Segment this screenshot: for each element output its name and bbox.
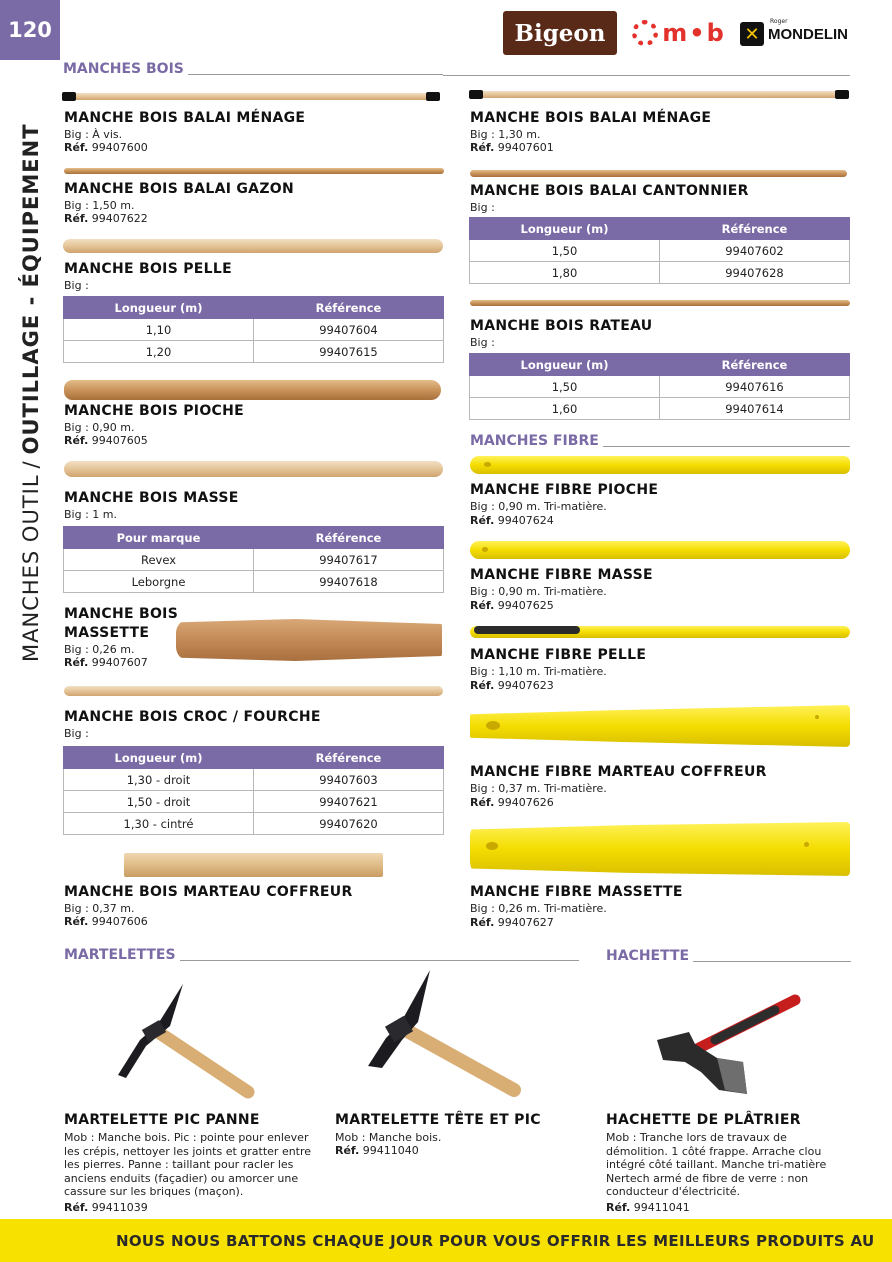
section-rule (180, 960, 579, 961)
ref-value: 99407626 (497, 796, 554, 809)
wood-handle-image (470, 300, 850, 306)
ref-value: 99407627 (497, 916, 554, 929)
wood-handle-image (64, 168, 444, 174)
ref-label: Réf. (64, 1201, 89, 1214)
ref-value: 99407605 (91, 434, 148, 447)
table-row (64, 319, 444, 341)
table-cell: Leborgne (64, 571, 254, 593)
product-ref (470, 514, 554, 527)
table-cell: 99407621 (254, 791, 444, 813)
product-title: MANCHE BOIS PIOCHE (64, 403, 244, 419)
table-row (470, 398, 850, 420)
section-hachette (606, 948, 851, 964)
table-row (64, 791, 444, 813)
mondelin-logo-small: Roger (770, 18, 788, 25)
hole-icon (484, 462, 491, 467)
table-cell: 99407615 (254, 341, 444, 363)
section-martelettes (64, 947, 579, 963)
section-title: MANCHES BOIS (63, 61, 184, 77)
product-spec: Big : (64, 279, 89, 292)
martelette-pic-panne-image (110, 980, 260, 1100)
product-title: MANCHE BOIS CROC / FOURCHE (64, 709, 321, 725)
table-cell: 99407617 (254, 549, 444, 571)
section-title: MARTELETTES (64, 947, 176, 963)
hachette-image (655, 992, 805, 1102)
ref-label: Réf. (606, 1201, 631, 1214)
spec-table (63, 296, 444, 363)
product-spec: Big : 0,90 m. Tri-matière. (470, 585, 607, 598)
table-header: Référence (254, 297, 444, 319)
product-ref (64, 212, 148, 225)
product-ref (64, 1201, 148, 1214)
table-cell: 1,30 - droit (64, 769, 254, 791)
table-header: Longueur (m) (64, 747, 254, 769)
product-title: MANCHE BOIS PELLE (64, 261, 232, 277)
product-title: MANCHE BOIS BALAI CANTONNIER (470, 183, 749, 199)
ref-value: 99411040 (362, 1144, 419, 1157)
fibre-handle-image (470, 456, 850, 474)
product-title: MANCHE FIBRE PELLE (470, 647, 647, 663)
ref-value: 99407600 (91, 141, 148, 154)
product-spec: Big : À vis. (64, 128, 123, 141)
product-title-line-2: MASSETTE (64, 625, 150, 641)
ref-value: 99407601 (497, 141, 554, 154)
ref-label: Réf. (335, 1144, 360, 1157)
product-description: Mob : Manche bois. Pic : pointe pour enlever les crépis, nettoyer les joints et gratter entre les pierres. Panne : taillant pour racler les anciens enduits (façadier) ou amorcer une cassure sur les briques (maçon). (64, 1131, 312, 1198)
table-cell: 1,50 (470, 240, 660, 262)
bigeon-logo (503, 11, 617, 55)
section-rule (603, 446, 850, 447)
table-cell: 99407603 (254, 769, 444, 791)
product-spec: Big : 1 m. (64, 508, 117, 521)
ref-value: 99411041 (633, 1201, 690, 1214)
table-header: Longueur (m) (64, 297, 254, 319)
ref-label: Réf. (64, 915, 89, 928)
section-manches-fibre (470, 433, 850, 449)
ref-label: Réf. (470, 599, 495, 612)
crossed-tools-icon: ✕ (740, 22, 764, 46)
mob-logo-text: m•b (662, 19, 726, 47)
hole-icon (815, 715, 819, 719)
hole-icon (804, 842, 809, 847)
spec-table (469, 353, 850, 420)
table-row (64, 769, 444, 791)
table-cell: 1,50 - droit (64, 791, 254, 813)
ref-label: Réf. (470, 916, 495, 929)
section-title: HACHETTE (606, 948, 690, 964)
product-spec: Big : (470, 336, 495, 349)
table-header: Référence (254, 527, 444, 549)
wood-handle-image (64, 461, 443, 477)
hole-icon (486, 842, 498, 850)
screw-tip-icon (62, 92, 76, 101)
table-cell: Revex (64, 549, 254, 571)
ref-value: 99407625 (497, 599, 554, 612)
page-number: 120 (0, 0, 60, 60)
product-description: Mob : Manche bois. (335, 1131, 442, 1144)
table-row (470, 262, 850, 284)
ref-label: Réf. (64, 212, 89, 225)
ref-label: Réf. (470, 679, 495, 692)
ref-label: Réf. (64, 656, 89, 669)
grip-icon (474, 626, 580, 634)
table-header: Référence (254, 747, 444, 769)
ref-value: 99407623 (497, 679, 554, 692)
mondelin-logo-text: MONDELIN (768, 25, 848, 43)
product-title: MARTELETTE TÊTE ET PIC (335, 1112, 541, 1128)
table-cell: 1,80 (470, 262, 660, 284)
table-header: Référence (660, 218, 850, 240)
mondelin-logo (740, 16, 850, 52)
product-spec: Big : 1,30 m. (470, 128, 541, 141)
product-ref (470, 599, 554, 612)
spec-table (63, 526, 444, 593)
table-row (64, 549, 444, 571)
product-ref (470, 141, 554, 154)
side-title-separator: / (19, 460, 43, 469)
wood-handle-image (64, 380, 441, 400)
section-manches-bois (63, 61, 443, 77)
wood-handle-image (176, 619, 442, 661)
product-ref (64, 915, 148, 928)
screw-tip-icon (469, 90, 483, 99)
product-spec: Big : 0,90 m. (64, 421, 135, 434)
product-title: MANCHE BOIS MARTEAU COFFREUR (64, 884, 353, 900)
product-spec: Big : 0,37 m. Tri-matière. (470, 782, 607, 795)
ref-label: Réf. (470, 141, 495, 154)
mob-logo (624, 15, 734, 51)
ref-value: 99411039 (91, 1201, 148, 1214)
product-title: MANCHE BOIS BALAI MÉNAGE (64, 110, 306, 126)
product-spec: Big : (470, 201, 495, 214)
product-title: MANCHE FIBRE MASSE (470, 567, 653, 583)
section-rule (693, 961, 851, 962)
fibre-handle-image (470, 822, 850, 876)
table-header: Référence (660, 354, 850, 376)
product-title: MANCHE FIBRE MARTEAU COFFREUR (470, 764, 767, 780)
table-cell: 1,50 (470, 376, 660, 398)
side-title (19, 123, 43, 662)
table-cell: 1,10 (64, 319, 254, 341)
table-cell: 99407602 (660, 240, 850, 262)
table-cell: 99407614 (660, 398, 850, 420)
wood-handle-image (471, 91, 847, 98)
black-cap-icon (835, 90, 849, 99)
product-title: MARTELETTE PIC PANNE (64, 1112, 260, 1128)
table-row (470, 376, 850, 398)
product-ref (64, 141, 148, 154)
product-spec: Big : (64, 727, 89, 740)
ref-label: Réf. (470, 796, 495, 809)
product-spec: Big : 0,26 m. (64, 643, 135, 656)
product-spec: Big : 1,50 m. (64, 199, 135, 212)
ref-label: Réf. (470, 514, 495, 527)
table-header: Pour marque (64, 527, 254, 549)
wood-handle-image (124, 853, 383, 877)
table-header: Longueur (m) (470, 218, 660, 240)
section-rule (188, 74, 443, 75)
table-cell: 99407604 (254, 319, 444, 341)
table-cell: 99407618 (254, 571, 444, 593)
product-spec: Big : 0,90 m. Tri-matière. (470, 500, 607, 513)
product-ref (470, 916, 554, 929)
fibre-handle-image (470, 626, 850, 638)
product-ref (64, 656, 148, 669)
ref-value: 99407607 (91, 656, 148, 669)
cog-icon (632, 20, 658, 46)
table-row (64, 341, 444, 363)
side-title-section: OUTILLAGE - ÉQUIPEMENT (19, 123, 43, 455)
hole-icon (486, 721, 500, 730)
table-row (470, 240, 850, 262)
wood-handle-image (470, 170, 847, 177)
hole-icon (482, 547, 488, 552)
section-rule-extension (443, 75, 850, 76)
section-title: MANCHES FIBRE (470, 433, 599, 449)
product-title: MANCHE BOIS RATEAU (470, 318, 653, 334)
table-cell: 1,30 - cintré (64, 813, 254, 835)
product-ref (470, 679, 554, 692)
footer-text: NOUS NOUS BATTONS CHAQUE JOUR POUR VOUS OFFRIR LES MEILLEURS PRODUITS AU (116, 1232, 875, 1250)
martelette-tete-pic-image (362, 968, 527, 1098)
product-title: MANCHE FIBRE MASSETTE (470, 884, 683, 900)
product-spec: Big : 1,10 m. Tri-matière. (470, 665, 607, 678)
table-cell: 99407620 (254, 813, 444, 835)
product-title: MANCHE BOIS BALAI MÉNAGE (470, 110, 712, 126)
wood-handle-image (64, 686, 443, 696)
spec-table (63, 746, 444, 835)
product-ref (470, 796, 554, 809)
product-ref (606, 1201, 690, 1214)
product-spec: Big : 0,37 m. (64, 902, 135, 915)
ref-value: 99407606 (91, 915, 148, 928)
product-title: HACHETTE DE PLÂTRIER (606, 1112, 801, 1128)
ref-label: Réf. (64, 141, 89, 154)
product-ref (335, 1144, 419, 1157)
bigeon-logo-text: Bigeon (514, 19, 606, 47)
table-cell: 99407616 (660, 376, 850, 398)
table-row (64, 813, 444, 835)
table-row (64, 571, 444, 593)
product-title: MANCHE BOIS BALAI GAZON (64, 181, 294, 197)
ref-value: 99407622 (91, 212, 148, 225)
black-cap-icon (426, 92, 440, 101)
product-title: MANCHE BOIS MASSE (64, 490, 239, 506)
ref-value: 99407624 (497, 514, 554, 527)
wood-handle-image (64, 93, 438, 100)
fibre-handle-image (470, 541, 850, 559)
table-header: Longueur (m) (470, 354, 660, 376)
table-cell: 1,20 (64, 341, 254, 363)
product-spec: Big : 0,26 m. Tri-matière. (470, 902, 607, 915)
product-ref (64, 434, 148, 447)
wood-handle-image (63, 239, 443, 253)
side-title-category: MANCHES OUTIL (19, 474, 43, 662)
product-description: Mob : Tranche lors de travaux de démolition. 1 côté frappe. Arrache clou intégré côté taillant. Manche tri-matière Nertech armé de fibre de verre : non conducteur d'électricité. (606, 1131, 827, 1198)
fibre-handle-image (470, 705, 850, 747)
product-title: MANCHE FIBRE PIOCHE (470, 482, 659, 498)
product-title: MANCHE BOIS (64, 606, 179, 622)
spec-table (469, 217, 850, 284)
ref-label: Réf. (64, 434, 89, 447)
table-cell: 1,60 (470, 398, 660, 420)
table-cell: 99407628 (660, 262, 850, 284)
